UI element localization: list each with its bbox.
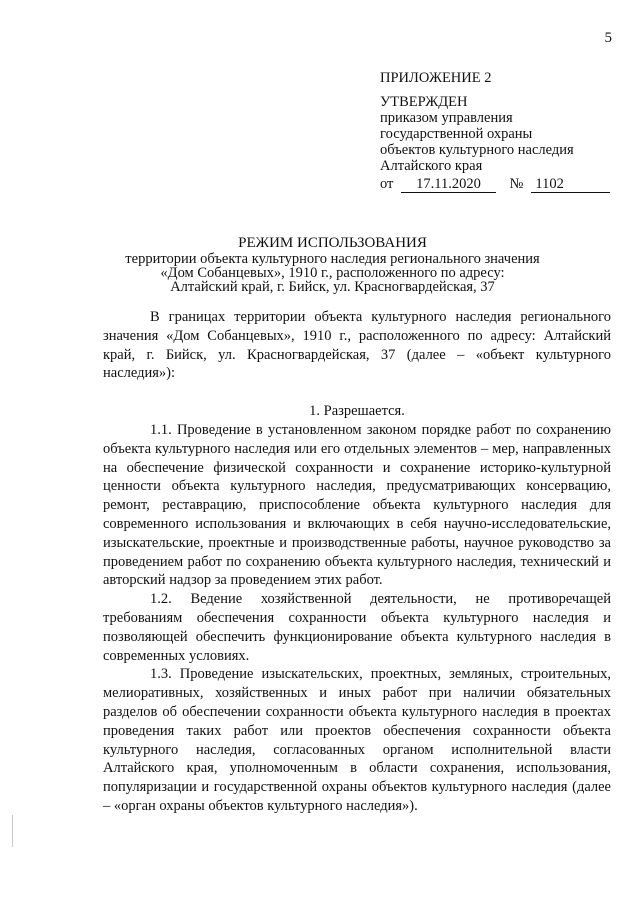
scan-margin-mark bbox=[12, 815, 13, 847]
approved-label: УТВЕРЖДЕН bbox=[380, 94, 468, 110]
item-1-1: 1.1. Проведение в установленном законом порядке работ по сохранению объекта культурного наследия или его отдельных элементов – мер, направленных на обеспечение физической сохранности и сохранение историко-культурной ценности объекта культурного наследия, предусматривающих консервацию, ремонт, реставрацию, приспособление объекта культурного наследия для современного использования и включающих в себя научно-исследовательские, изыскательские, проектные и производственные работы, научное руководство за проведением работ по сохранению объекта культурного наследия, технический и авторский надзор за проведением этих работ. bbox=[103, 421, 611, 589]
approval-line-2: государственной охраны bbox=[380, 126, 533, 142]
page-number: 5 bbox=[604, 30, 612, 46]
heading-title: РЕЖИМ ИСПОЛЬЗОВАНИЯ bbox=[238, 235, 427, 251]
order-number: 1102 bbox=[531, 176, 610, 193]
order-date: 17.11.2020 bbox=[401, 176, 495, 193]
document-heading bbox=[60, 236, 605, 294]
approval-line-1: приказом управления bbox=[380, 110, 513, 126]
heading-line-2: «Дом Собанцевых», 1910 г., расположенного по адресу: bbox=[160, 265, 505, 281]
from-label: от bbox=[380, 176, 394, 192]
document-body bbox=[103, 308, 611, 816]
approval-line-4: Алтайского края bbox=[380, 158, 483, 174]
number-sign: № bbox=[509, 176, 524, 192]
heading-line-3: Алтайский край, г. Бийск, ул. Красногвардейская, 37 bbox=[170, 279, 495, 295]
section-title: 1. Разрешается. bbox=[309, 403, 405, 420]
order-date-number bbox=[380, 176, 610, 193]
heading-line-1: территории объекта культурного наследия регионального значения bbox=[125, 251, 540, 267]
item-1-3: 1.3. Проведение изыскательских, проектных, земляных, строительных, мелиоративных, хозяйственных и иных работ при наличии обязательных разделов об обеспечении сохранности объекта культурного наследия в проектах проведения таких работ или проектов обеспечения сохранности объекта культурного наследия, согласованных органом исполнительной власти Алтайского края, уполномоченным в области сохранения, использования, популяризации и государственной охраны объектов культурного наследия (далее – «орган охраны объектов культурного наследия»). bbox=[103, 666, 611, 814]
item-1-2: 1.2. Ведение хозяйственной деятельности, не противоречащей требованиям обеспечения сохранности объекта культурного наследия и позволяющей обеспечить функционирование объекта культурного наследия в современных условиях. bbox=[103, 591, 611, 664]
approval-block bbox=[380, 70, 610, 193]
appendix-label: ПРИЛОЖЕНИЕ 2 bbox=[380, 70, 492, 86]
intro-paragraph: В границах территории объекта культурного наследия регионального значения «Дом Собанцевых», 1910 г., расположенного по адресу: Алтайский край, г. Бийск, ул. Красногвардейская, 37 (далее – «объект культурного наследия»): bbox=[103, 309, 611, 382]
approval-line-3: объектов культурного наследия bbox=[380, 142, 574, 158]
